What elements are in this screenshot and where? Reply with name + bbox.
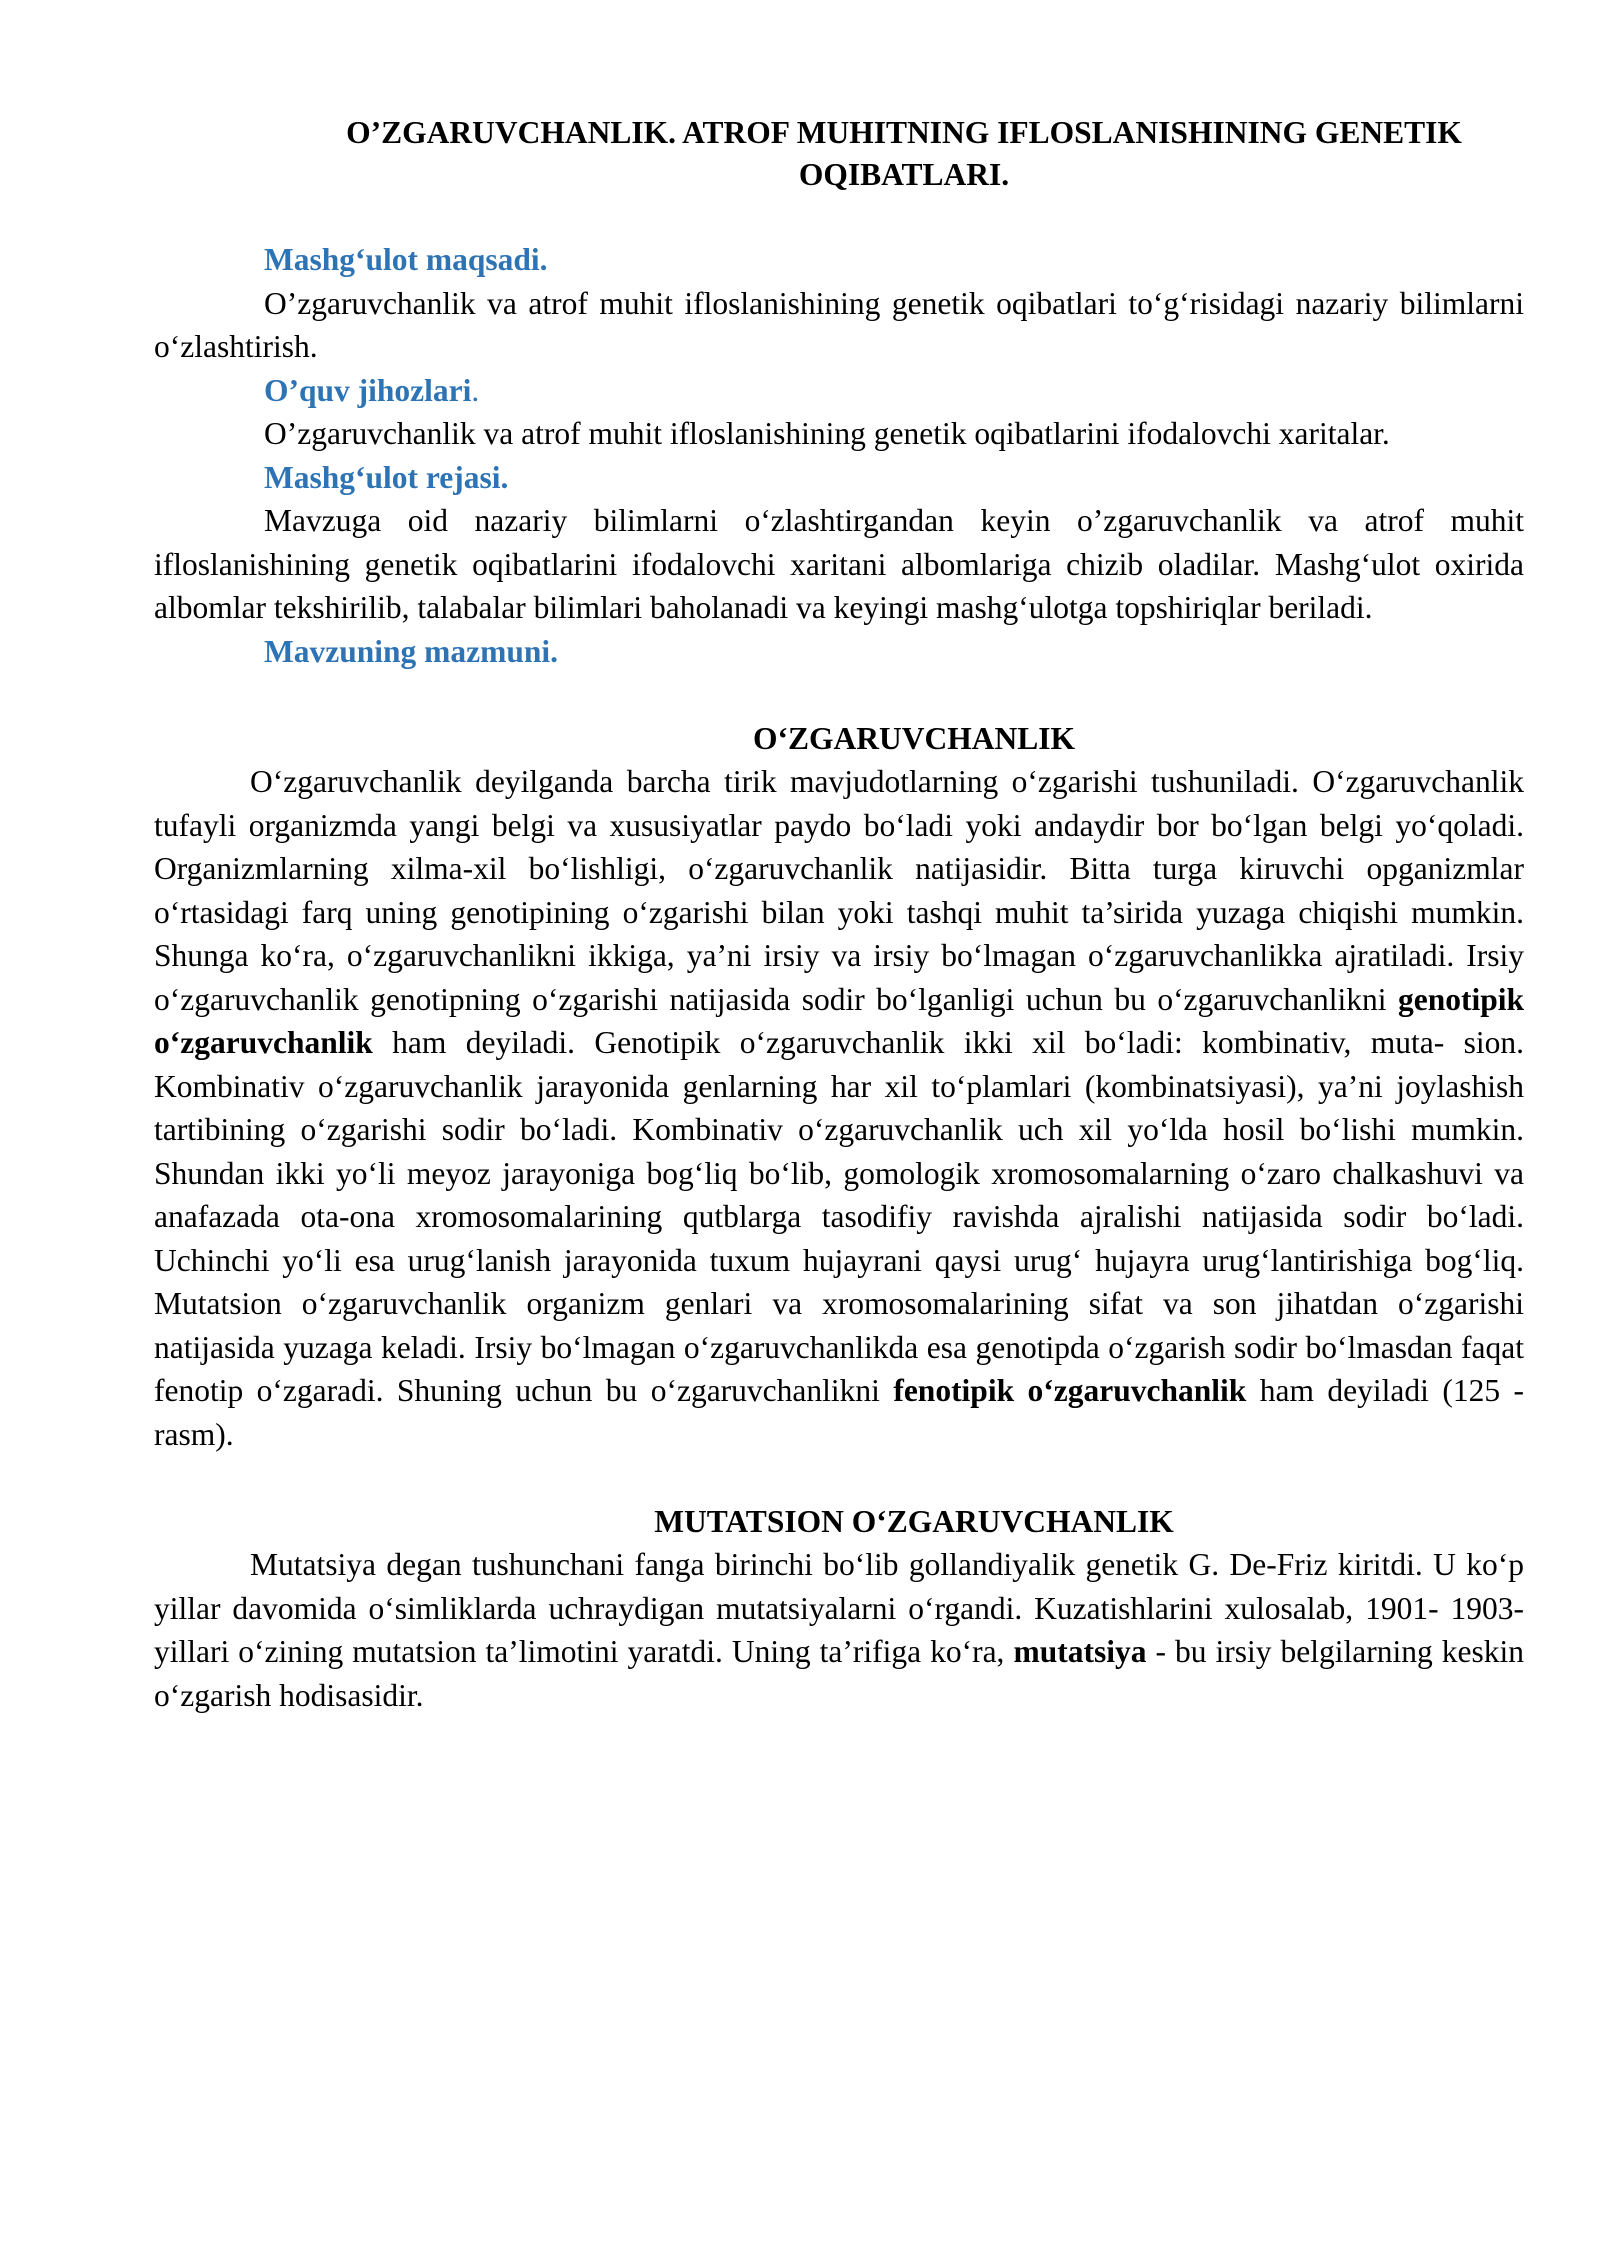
variability-bold-term-1: genotipik o‘zgaruvchanlik xyxy=(154,981,1524,1060)
variability-bold-term-2: fenotipik o‘zgaruvchanlik xyxy=(893,1373,1247,1408)
purpose-heading xyxy=(154,238,1524,282)
variability-text-2: ham deyiladi. Genotipik o‘zgaruvchanlik ikki xil bo‘ladi: kombinativ, muta- sion. Kombinativ o‘zgaruvchanlik jarayonida genlarning har xil to‘plamlari (kombinatsiyasi), ya’ni joylashish tartibining o‘zgarishi sodir bo‘ladi. Kombinativ o‘zgaruvchanlik uch xil yo‘lda hosil bo‘lishi mumkin. Shundan ikki yo‘li meyoz jarayoniga bog‘liq bo‘lib, gomologik xromosomalarning o‘zaro chalkashuvi va anafazada ota-ona xromosomalarining qutblarga tasodifiy ravishda ajralishi natijasida sodir bo‘ladi. Uchinchi yo‘li esa urug‘lanish jarayonida tuxum hujayrani qaysi urug‘ hujayra urug‘lantirishiga bog‘liq. Mutatsion o‘zgaruvchanlik organizm genlari va xromosomalarining sifat va son jihatdan o‘zgarishi natijasida yuzaga keladi. Irsiy bo‘lmagan o‘zgaruvchanlikda esa genotipda o‘zgarish sodir bo‘lmasdan faqat fenotip o‘zgaradi. Shuning uchun bu o‘zgaruvchanlikni xyxy=(154,1025,1524,1408)
document-page xyxy=(154,112,1524,1717)
equipment-heading-text: O’quv jihozlari xyxy=(264,372,472,408)
variability-text-3: ham deyiladi (125 - rasm). xyxy=(154,1373,1524,1452)
spacer xyxy=(154,196,1524,238)
content-heading-text: Mavzuning mazmuni. xyxy=(264,633,559,669)
mutational-text-2: - bu irsiy belgilarning keskin o‘zgarish hodisasidir. xyxy=(154,1634,1524,1713)
plan-text: Mavzuga oid nazariy bilimlarni o‘zlashtirgandan keyin o’zgaruvchanlik va atrof muhit ifloslanishining genetik oqibatlarini ifodalovchi xaritani albomlariga chizib oladilar. Mashg‘ulot oxirida albomlar tekshirilib, talabalar bilimlari baholanadi va keyingi mashg‘ulotga topshiriqlar beriladi. xyxy=(154,503,1524,625)
equipment-text: O’zgaruvchanlik va atrof muhit ifloslanishining genetik oqibatlarini ifodalovchi xaritalar. xyxy=(264,416,1390,451)
equipment-heading xyxy=(154,369,1524,413)
spacer xyxy=(154,673,1524,717)
purpose-heading-text: Mashg‘ulot maqsadi. xyxy=(264,242,548,277)
mutational-paragraph xyxy=(154,1543,1524,1717)
spacer xyxy=(154,1456,1524,1500)
mutational-text-1: Mutatsiya degan tushunchani fanga birinchi bo‘lib gollandiyalik genetik G. De-Friz kiritdi. U ko‘p yillar davomida o‘simliklarda uchraydigan mutatsiyalarni o‘rgandi. Kuzatishlarini xulosalab, 1901- 1903-yillari o‘zining mutatsion ta’limotini yaratdi. Uning ta’rifiga ko‘ra, xyxy=(154,1547,1524,1669)
plan-heading-text: Mashg‘ulot rejasi. xyxy=(264,459,509,495)
document-title: O’ZGARUVCHANLIK. ATROF MUHITNING IFLOSLANISHINING GENETIK OQIBATLARI. xyxy=(346,115,1462,192)
variability-paragraph xyxy=(154,760,1524,1456)
mutational-bold-term: mutatsiya xyxy=(1013,1634,1147,1669)
variability-title: O‘ZGARUVCHANLIK xyxy=(752,720,1075,756)
variability-text-1: O‘zgaruvchanlik deyilganda barcha tirik mavjudotlarning o‘zgarishi tushuniladi. O‘zgaruvchanlik tufayli organizmda yangi belgi va xususiyatlar paydo bo‘ladi yoki andaydir bor bo‘lgan belgi yo‘qoladi. Organizmlarning xilma-xil bo‘lishligi, o‘zgaruvchanlik natijasidir. Bitta turga kiruvchi opganizmlar o‘rtasidagi farq uning genotipining o‘zgarishi bilan yoki tashqi muhit ta’sirida yuzaga chiqishi mumkin. Shunga ko‘ra, o‘zgaruvchanlikni ikkiga, ya’ni irsiy va irsiy bo‘lmagan o‘zgaruvchanlikka ajratiladi. Irsiy o‘zgaruvchanlik genotipning o‘zgarishi natijasida sodir bo‘lganligi uchun bu o‘zgaruvchanlikni xyxy=(154,764,1524,1017)
content-heading xyxy=(154,630,1524,674)
purpose-text: O’zgaruvchanlik va atrof muhit ifloslanishining genetik oqibatlari to‘g‘risidagi nazariy bilimlarni o‘zlashtirish. xyxy=(154,285,1524,364)
equipment-heading-dot: . xyxy=(471,372,480,408)
mutational-title: MUTATSION O‘ZGARUVCHANLIK xyxy=(654,1503,1174,1539)
plan-heading xyxy=(154,456,1524,500)
